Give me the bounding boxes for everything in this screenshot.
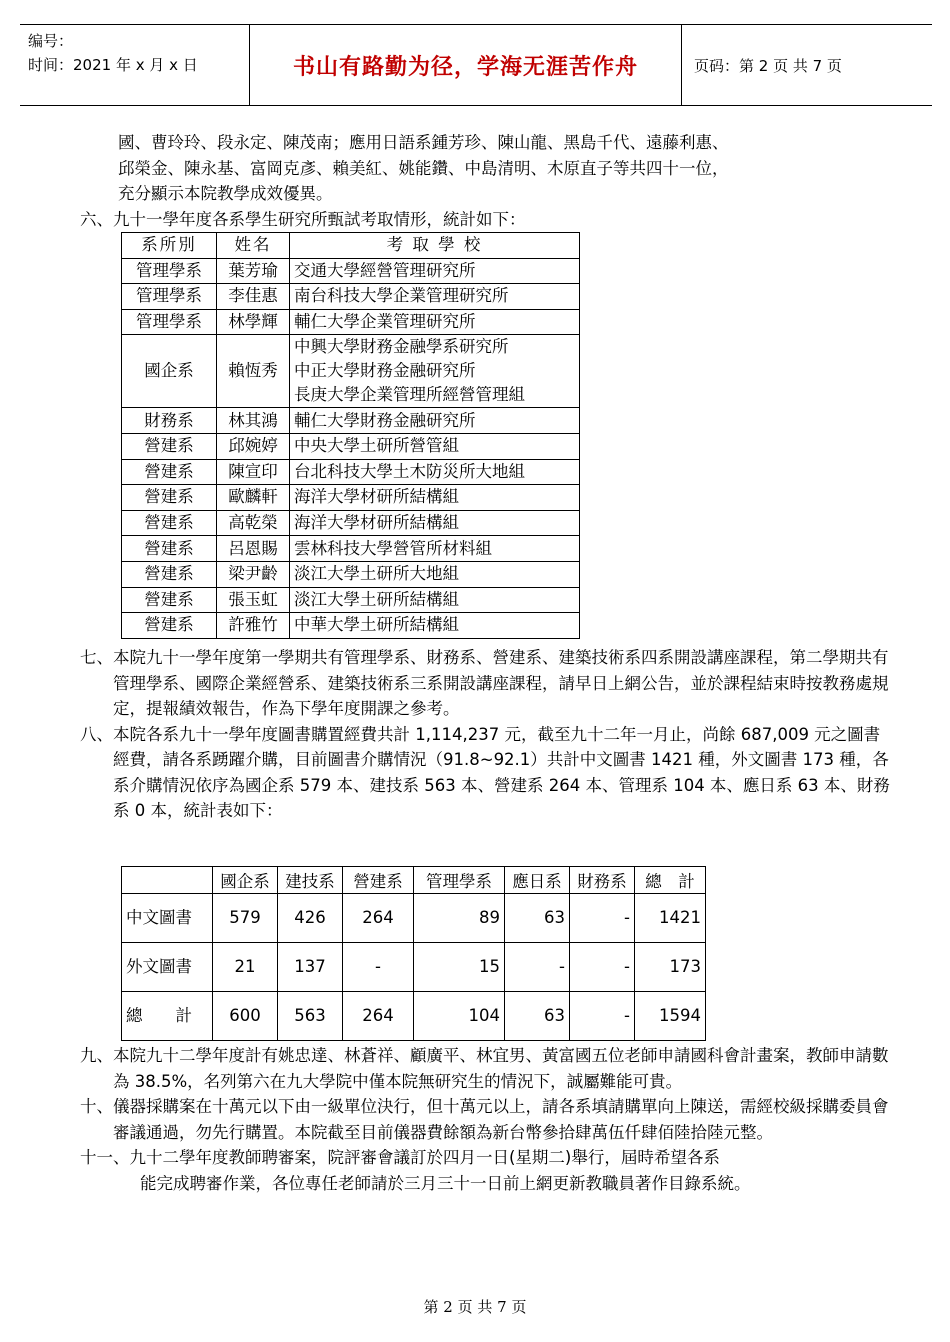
value-cell: - [343,943,414,992]
school-line: 中正大學財務金融研究所 [294,361,476,381]
admission-table-body [122,258,580,638]
row-label-cell: 中文圖書 [122,894,213,943]
intro-line: 充分顯示本院教學成效優異。 [118,184,333,203]
book-table-header [122,867,706,894]
book-header-cell: 總 計 [635,867,706,894]
dept-cell: 管理學系 [122,258,217,284]
item-8-number: 八、 [80,724,113,744]
header-page-label: 页码：第 2 页 共 7 页 [694,56,842,75]
dept-cell: 營建系 [122,587,217,613]
school-cell [290,408,580,434]
table-row [122,309,580,335]
table-row [122,284,580,310]
book-purchase-table [121,866,706,1041]
table-row [122,613,580,639]
school-line: 交通大學經營管理研究所 [294,260,476,280]
name-cell: 呂恩賜 [217,536,290,562]
dept-cell: 國企系 [122,335,217,408]
school-cell [290,309,580,335]
value-cell: 426 [278,894,343,943]
intro-paragraph [80,130,890,232]
dept-cell: 營建系 [122,536,217,562]
school-line: 海洋大學材研所結構組 [294,513,459,533]
value-cell: - [505,943,570,992]
school-line: 海洋大學材研所結構組 [294,487,459,507]
header-meta [20,25,250,105]
table-row [122,408,580,434]
value-cell: 89 [414,894,505,943]
dept-cell: 管理學系 [122,284,217,310]
time-label: 时间：2021 年 x 月 x 日 [28,56,198,74]
name-cell: 葉芳瑜 [217,258,290,284]
item-11-line-2: 能完成聘審作業，各位專任老師請於三月三十一日前上網更新教職員著作目錄系統。 [140,1173,751,1193]
school-line: 中華大學土研所結構組 [294,615,459,635]
admission-table-header [122,233,580,259]
school-line: 淡江大學土研所大地組 [294,564,459,584]
dept-cell: 財務系 [122,408,217,434]
school-cell [290,433,580,459]
dept-cell: 營建系 [122,561,217,587]
value-cell: 264 [343,894,414,943]
book-header-cell: 國企系 [213,867,278,894]
item-7 [80,645,890,722]
table-row [122,894,706,943]
name-cell: 高乾榮 [217,510,290,536]
dept-cell: 營建系 [122,433,217,459]
book-table-body [122,894,706,1041]
name-cell: 歐麟軒 [217,485,290,511]
name-cell: 林學輝 [217,309,290,335]
value-cell: - [570,943,635,992]
dept-cell: 營建系 [122,613,217,639]
book-header-cell: 財務系 [570,867,635,894]
value-cell: 1421 [635,894,706,943]
school-cell [290,613,580,639]
school-cell [290,587,580,613]
table-row [122,433,580,459]
item-10 [80,1094,890,1145]
value-cell: 264 [343,992,414,1041]
school-cell [290,284,580,310]
value-cell: 173 [635,943,706,992]
table-row [122,510,580,536]
book-header-cell: 建技系 [278,867,343,894]
book-header-cell: 應日系 [505,867,570,894]
row-label-cell: 總 計 [122,992,213,1041]
number-label: 编号： [28,32,74,50]
header-dept: 系所別 [122,233,217,259]
value-cell: - [570,992,635,1041]
value-cell: 63 [505,992,570,1041]
item-10-number: 十、 [80,1097,113,1116]
name-cell: 賴恆秀 [217,335,290,408]
admission-table [121,232,580,639]
school-cell [290,258,580,284]
book-header-cell [122,867,213,894]
dept-cell: 營建系 [122,510,217,536]
school-line: 中興大學財務金融學系研究所 [294,337,509,357]
name-cell: 許雅竹 [217,613,290,639]
item-9-number: 九、 [80,1046,113,1065]
table-row [122,258,580,284]
school-cell [290,561,580,587]
dept-cell: 營建系 [122,459,217,485]
table-row [122,561,580,587]
intro-line: 邱榮金、陳永基、富岡克彥、賴美紅、姚能鑽、中島清明、木原直子等共四十一位， [118,158,729,178]
item-10-text: 儀器採購案在十萬元以下由一級單位決行，但十萬元以上，請各系填請購單向上陳送，需經校級採購委員會審議通過，勿先行購置。本院截至目前儀器費餘額為新台幣參拾肆萬伍仟肆佰陸拾陸元整。 [113,1097,889,1142]
items-7-8 [80,645,890,824]
school-line: 台北科技大學土木防災所大地組 [294,461,525,481]
name-cell: 邱婉婷 [217,433,290,459]
value-cell: 137 [278,943,343,992]
item-7-number: 七、 [80,648,113,667]
item-6-heading: 六、九十一學年度各系學生研究所甄試考取情形，統計如下： [80,209,526,229]
name-cell: 李佳惠 [217,284,290,310]
items-9-11 [80,1043,890,1196]
book-header-cell: 管理學系 [414,867,505,894]
table-row [122,485,580,511]
table-row [122,992,706,1041]
school-cell [290,485,580,511]
header-motto: 书山有路勤为径，学海无涯苦作舟 [250,25,682,105]
school-cell [290,536,580,562]
item-7-text: 本院九十一學年度第一學期共有管理學系、財務系、營建系、建築技術系四系開設講座課程，第二學期共有管理學系、國際企業經營系、建築技術系三系開設講座課程，請早日上網公告，並於課程結束時按教務處規定，提報績效報告，作為下學年度開課之參考。 [113,648,889,718]
value-cell: 63 [505,894,570,943]
header-name: 姓名 [217,233,290,259]
table-row [122,459,580,485]
school-line: 南台科技大學企業管理研究所 [294,286,509,306]
value-cell: 579 [213,894,278,943]
page-footer: 第 2 页 共 7 页 [423,1298,527,1316]
school-cell [290,459,580,485]
value-cell: 21 [213,943,278,992]
table-row [122,587,580,613]
book-header-cell: 營建系 [343,867,414,894]
school-line: 雲林科技大學營管所材料組 [294,538,492,558]
value-cell: 15 [414,943,505,992]
table-row [122,943,706,992]
dept-cell: 管理學系 [122,309,217,335]
table-row [122,536,580,562]
row-label-cell: 外文圖書 [122,943,213,992]
value-cell: 600 [213,992,278,1041]
name-cell: 林其鴻 [217,408,290,434]
school-cell [290,510,580,536]
name-cell: 張玉虹 [217,587,290,613]
item-11-line-1: 十一、九十二學年度教師聘審案，院評審會議訂於四月一日(星期二)舉行，屆時希望各系 [80,1148,720,1167]
intro-line: 國、曹玲玲、段永定、陳茂南；應用日語系鍾芳珍、陳山龍、黑島千代、遠藤利惠、 [118,133,729,152]
item-9 [80,1043,890,1094]
dept-cell: 營建系 [122,485,217,511]
school-line: 中央大學土研所營管組 [294,436,459,456]
school-line: 輔仁大學企業管理研究所 [294,312,476,332]
table-row [122,335,580,408]
value-cell: 1594 [635,992,706,1041]
header-school: 考 取 學 校 [290,233,580,259]
value-cell: - [570,894,635,943]
name-cell: 陳宣印 [217,459,290,485]
value-cell: 563 [278,992,343,1041]
school-line: 淡江大學土研所結構組 [294,589,459,609]
value-cell: 104 [414,992,505,1041]
school-line: 長庚大學企業管理所經營管理組 [294,385,525,405]
school-line: 輔仁大學財務金融研究所 [294,410,476,430]
page-header [20,24,932,106]
name-cell: 梁尹齡 [217,561,290,587]
item-9-text: 本院九十二學年度計有姚忠達、林蒼祥、顧廣平、林宜男、黃富國五位老師申請國科會計畫案，教師申請數為 38.5%，名列第六在九大學院中僅本院無研究生的情況下，誠屬難能可貴。 [113,1046,889,1091]
item-8-text: 本院各系九十一學年度圖書購置經費共計 1,114,237 元，截至九十二年一月止，尚餘 687,009 元之圖書經費，請各系踴躍介購，目前圖書介購情況（91.8~92.1）共計中文圖書 1421 種，外文圖書 173 種，各系介購情況依序為國企系 579 本、建技系 563 本、營建系 264 本、管理系 104 本、應日系 63 本、財務系 0 本，統計表如下： [113,724,890,820]
school-cell [290,335,580,408]
item-8 [80,722,890,824]
